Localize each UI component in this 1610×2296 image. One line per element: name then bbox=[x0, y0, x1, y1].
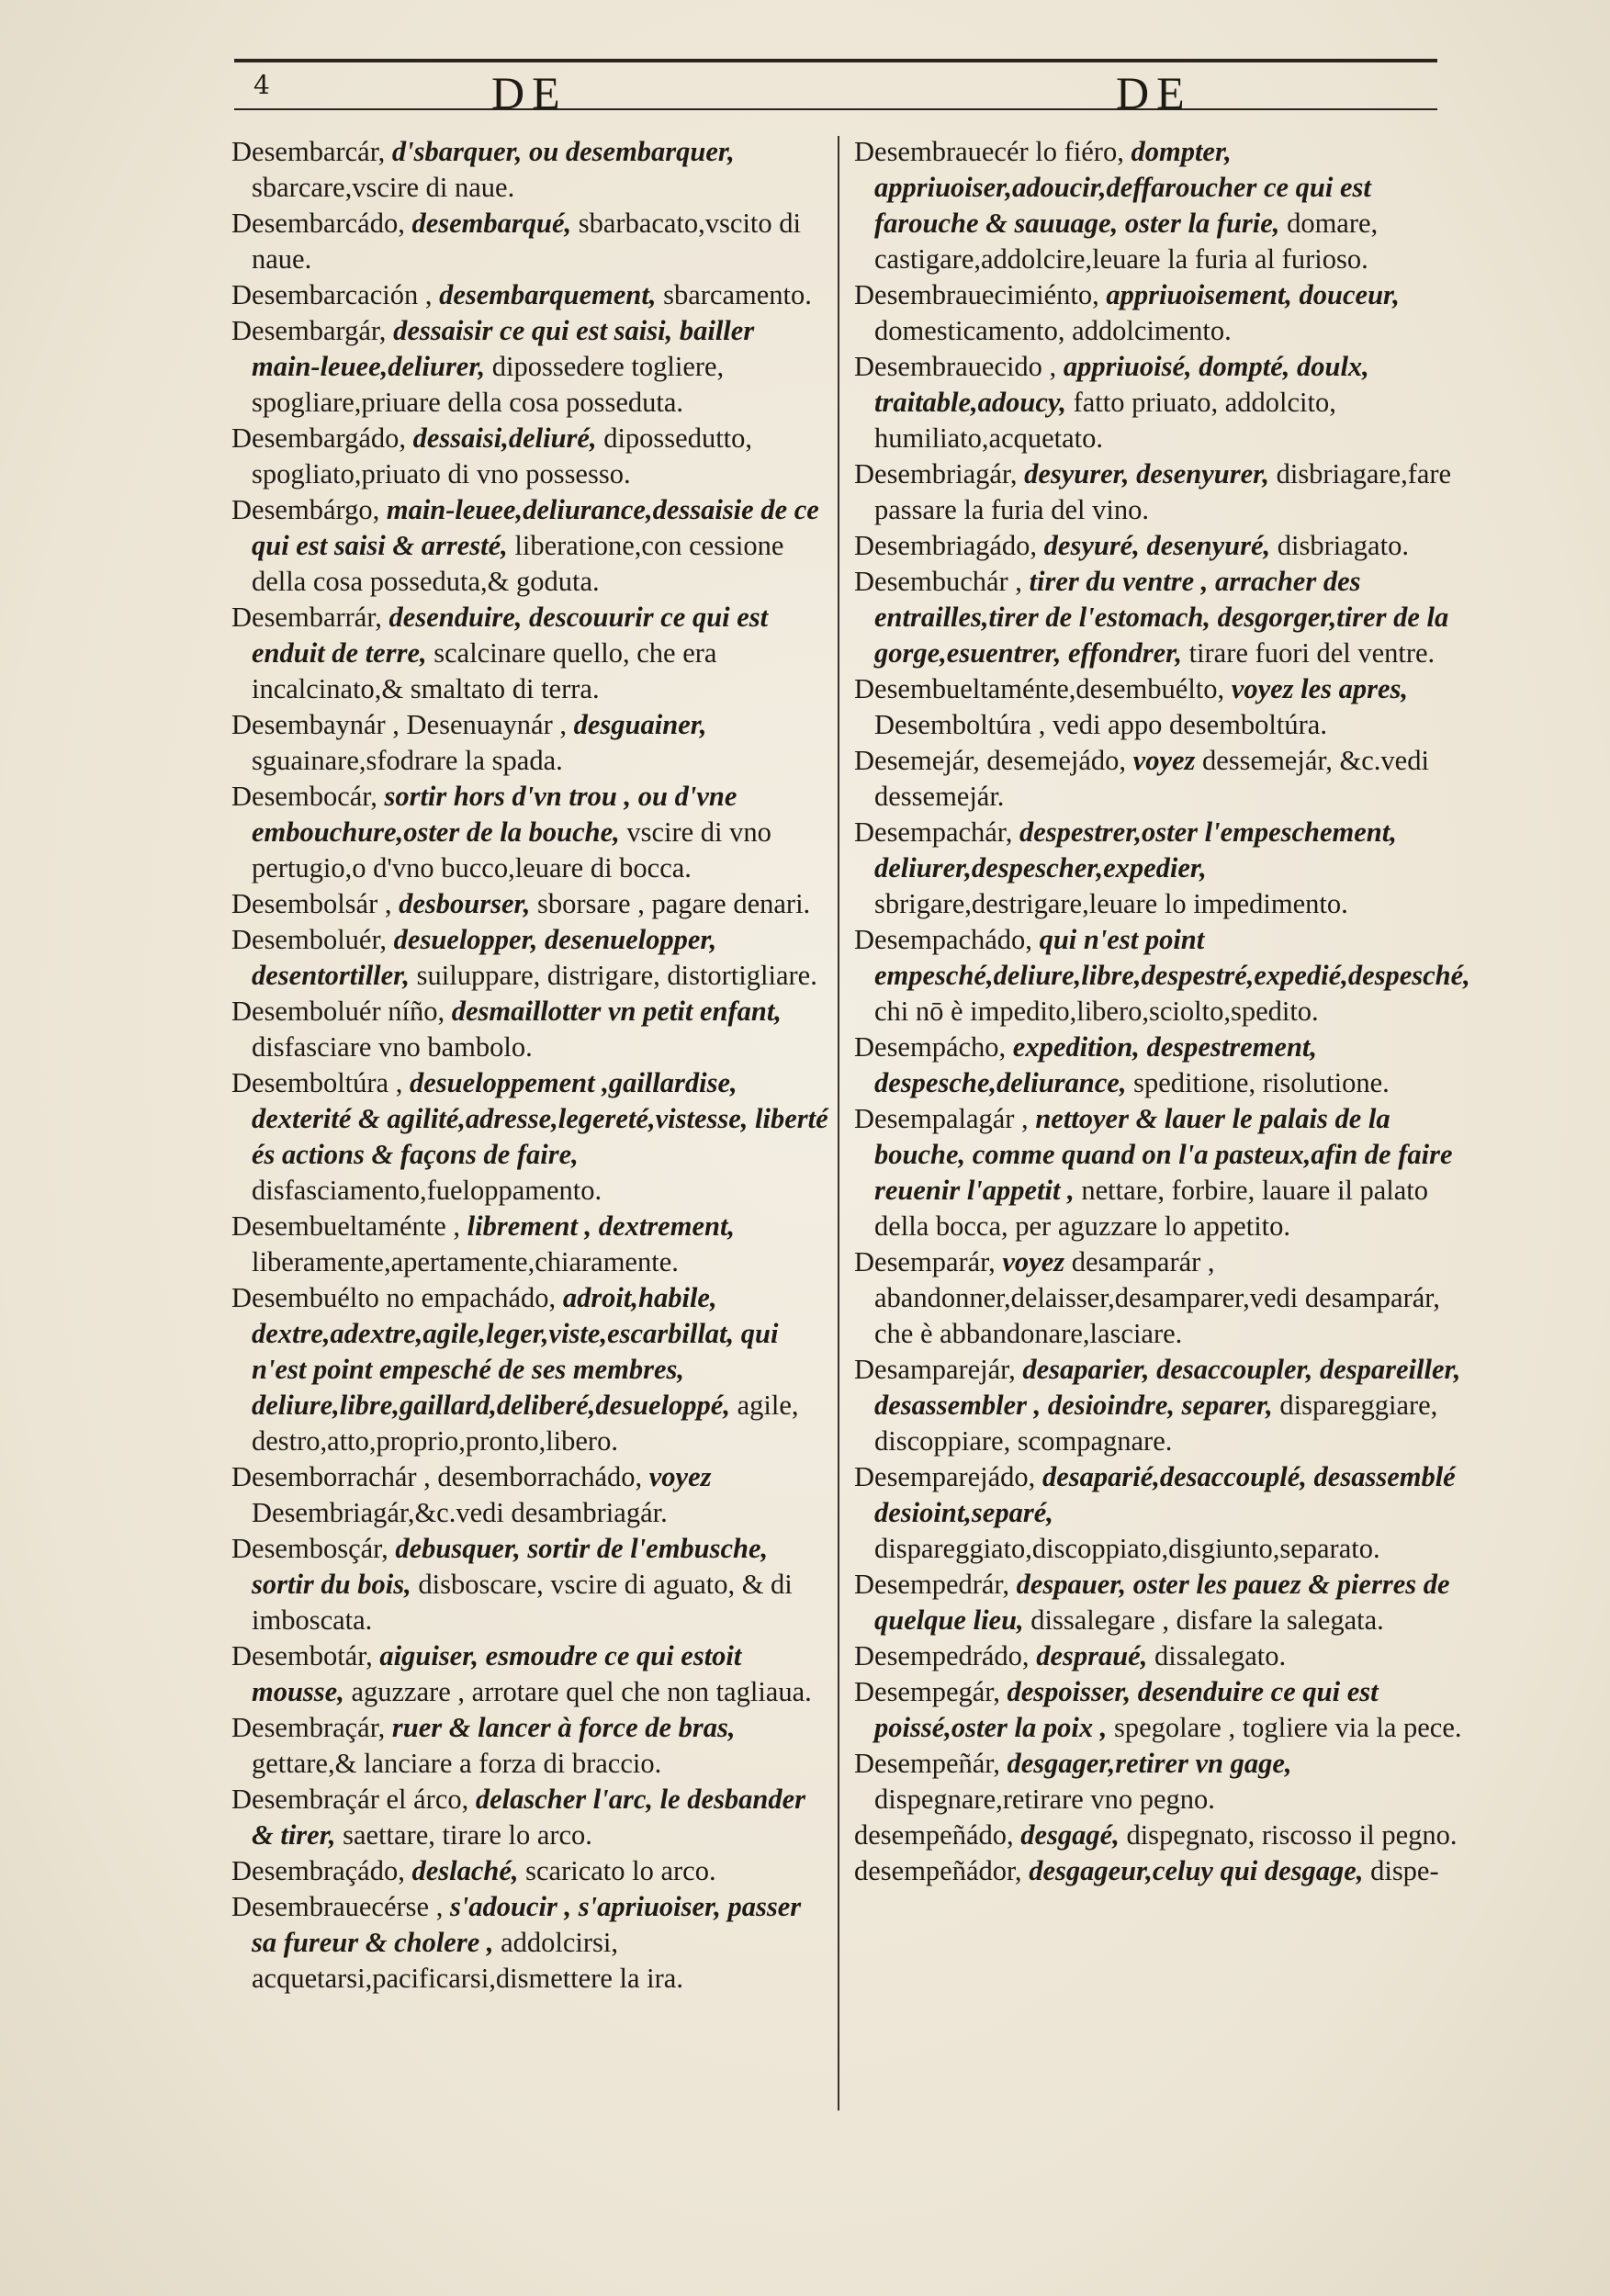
italian-gloss: liberamente,apertamente,chiaramente. bbox=[252, 1246, 679, 1277]
italian-gloss: sbarcamento. bbox=[663, 279, 812, 310]
italian-gloss: disboscare, vscire di aguato, & di imboscata. bbox=[252, 1569, 793, 1636]
french-gloss: desembarquement, bbox=[439, 279, 657, 310]
headword: Desembarcár, bbox=[231, 136, 386, 167]
headword: Desembrauecérse , bbox=[231, 1891, 444, 1922]
dictionary-entry bbox=[854, 1459, 1465, 1567]
dictionary-entry bbox=[231, 492, 828, 600]
italian-gloss: dispegnare,retirare vno pegno. bbox=[874, 1784, 1215, 1815]
italian-gloss: gettare,& lanciare a forza di braccio. bbox=[252, 1748, 662, 1779]
french-gloss: adroit,habile, dextre,adextre,agile,leger,viste,escarbillat, qui n'est point empesché de ses membres, deliure,libre,gaillard,deliberé,desueloppé, bbox=[252, 1282, 779, 1421]
italian-gloss: dessemejár, &c.vedi dessemejár. bbox=[874, 745, 1429, 812]
italian-gloss: disfasciamento,fueloppamento. bbox=[252, 1175, 602, 1206]
dictionary-entry bbox=[231, 1459, 828, 1531]
left-column bbox=[231, 134, 828, 1997]
french-gloss: desenduire, descouurir ce qui est enduit de terre, bbox=[252, 602, 769, 669]
french-gloss: desgageur,celuy qui desgage, bbox=[1029, 1855, 1364, 1886]
dictionary-entry bbox=[231, 1531, 828, 1638]
italian-gloss: dispareggiare, discoppiare, scompagnare. bbox=[874, 1390, 1438, 1457]
italian-gloss: sbarcare,vscire di naue. bbox=[252, 172, 515, 203]
headword: Desemparár, bbox=[854, 1246, 996, 1277]
dictionary-entry bbox=[854, 1674, 1465, 1746]
italian-gloss: domesticamento, addolcimento. bbox=[874, 315, 1232, 346]
running-head-left: DE bbox=[491, 67, 568, 118]
dictionary-entry bbox=[231, 994, 828, 1065]
french-gloss: voyez bbox=[1002, 1246, 1065, 1277]
headword: Desembuélto no empachádo, bbox=[231, 1282, 557, 1313]
headword: Desembraçádo, bbox=[231, 1855, 405, 1886]
italian-gloss: disbriagato. bbox=[1277, 530, 1409, 561]
french-gloss: despestrer,oster l'empeschement, deliurer,despescher,expedier, bbox=[874, 816, 1397, 884]
french-gloss: delascher l'arc, le desbander & tirer, bbox=[252, 1784, 806, 1851]
italian-gloss: suiluppare, distrigare, distortigliare. bbox=[416, 960, 817, 991]
headword: Desempegár, bbox=[854, 1676, 1000, 1707]
dictionary-entry bbox=[231, 1889, 828, 1997]
dictionary-entry bbox=[854, 815, 1465, 922]
italian-gloss: domare, castigare,addolcire,leuare la furia al furioso. bbox=[874, 208, 1379, 275]
french-gloss: desyuré, desenyuré, bbox=[1043, 530, 1271, 561]
dictionary-entry bbox=[854, 1746, 1465, 1818]
dictionary-entry bbox=[854, 564, 1465, 671]
dictionary-entry bbox=[854, 1638, 1465, 1674]
headword: Desemboluér níño, bbox=[231, 996, 445, 1027]
italian-gloss: dissalegato. bbox=[1154, 1640, 1287, 1671]
headword: Desempácho, bbox=[854, 1031, 1007, 1063]
headword: Desembuchár , bbox=[854, 566, 1022, 597]
french-gloss: voyez bbox=[648, 1461, 712, 1492]
french-gloss: voyez les apres, bbox=[1231, 673, 1409, 704]
italian-gloss: scaricato lo arco. bbox=[525, 1855, 716, 1886]
italian-gloss: dispegnato, riscosso il pegno. bbox=[1126, 1819, 1458, 1851]
headword: Desembraçár el árco, bbox=[231, 1784, 469, 1815]
dictionary-entry bbox=[231, 206, 828, 277]
french-gloss: nettoyer & lauer le palais de la bouche, comme quand on l'a pasteux,afin de faire reuenir l'appetit , bbox=[874, 1103, 1453, 1206]
dictionary-entry bbox=[854, 349, 1465, 456]
italian-gloss: dispareggiato,discoppiato,disgiunto,separato. bbox=[874, 1533, 1380, 1564]
french-gloss: desaparié,desaccouplé, desassemblé desioint,separé, bbox=[874, 1461, 1456, 1528]
dictionary-entry bbox=[854, 456, 1465, 528]
headword: Desempeñár, bbox=[854, 1748, 1000, 1779]
dictionary-entry bbox=[231, 1280, 828, 1459]
headword: Desembocár, bbox=[231, 781, 377, 812]
italian-gloss: spegolare , togliere via la pece. bbox=[1113, 1712, 1462, 1743]
dictionary-entry bbox=[854, 1567, 1465, 1638]
french-gloss: dompter, appriuoiser,adoucir,deffaroucher ce qui est farouche & sauuage, oster la furie, bbox=[874, 136, 1371, 239]
french-gloss: desgagé, bbox=[1020, 1819, 1120, 1851]
headword: Desembrauecido , bbox=[854, 351, 1057, 382]
dictionary-entry bbox=[854, 1853, 1465, 1889]
right-column bbox=[854, 134, 1470, 1889]
dictionary-entry bbox=[231, 707, 828, 779]
french-gloss: desbourser, bbox=[399, 888, 531, 919]
italian-gloss: sborsare , pagare denari. bbox=[536, 888, 811, 919]
headword: Desamparejár, bbox=[854, 1354, 1016, 1385]
headword: Desembrauecimiénto, bbox=[854, 279, 1099, 310]
dictionary-entry bbox=[231, 313, 828, 421]
dictionary-entry bbox=[854, 134, 1465, 277]
italian-gloss: fatto priuato, addolcito, humiliato,acquetato. bbox=[874, 387, 1336, 454]
french-gloss: desyurer, desenyurer, bbox=[1024, 458, 1269, 490]
dictionary-entry bbox=[854, 1101, 1465, 1244]
column-divider bbox=[838, 136, 839, 2110]
dictionary-entry bbox=[231, 1209, 828, 1280]
dictionary-entry bbox=[231, 886, 828, 922]
headword: Desemboluér, bbox=[231, 924, 388, 955]
french-gloss: dessaisir ce qui est saisi, bailler main-leuee,deliurer, bbox=[252, 315, 755, 382]
dictionary-entry bbox=[854, 1030, 1465, 1101]
italian-gloss: sbarbacato,vscito di naue. bbox=[252, 208, 801, 275]
dictionary-entry bbox=[854, 528, 1465, 564]
italian-gloss: disfasciare vno bambolo. bbox=[252, 1031, 533, 1063]
french-gloss: debusquer, sortir de l'embusche, sortir du bois, bbox=[252, 1533, 769, 1600]
italian-gloss: chi nō è impedito,libero,sciolto,spedito. bbox=[874, 996, 1319, 1027]
dictionary-entry bbox=[231, 1710, 828, 1782]
dictionary-entry bbox=[231, 922, 828, 994]
italian-gloss: Desemboltúra , vedi appo desemboltúra. bbox=[874, 709, 1327, 740]
dictionary-entry bbox=[231, 421, 828, 492]
running-head-right: DE bbox=[1116, 67, 1192, 118]
french-gloss: desguainer, bbox=[573, 709, 707, 740]
french-gloss: desembarqué, bbox=[411, 208, 572, 239]
headword: Desembarcación , bbox=[231, 279, 433, 310]
headword: Desembriagár, bbox=[854, 458, 1018, 490]
french-gloss: qui n'est point empesché,deliure,libre,despestré,expedié,despesché, bbox=[874, 924, 1470, 991]
italian-gloss: sguainare,sfodrare la spada. bbox=[252, 745, 563, 776]
italian-gloss: liberatione,con cessione della cosa posseduta,& goduta. bbox=[252, 530, 784, 597]
dictionary-entry bbox=[231, 1065, 828, 1209]
french-gloss: librement , dextrement, bbox=[467, 1210, 736, 1242]
headword: Desembraçár, bbox=[231, 1712, 386, 1743]
french-gloss: d'sbarquer, ou desembarquer, bbox=[391, 136, 735, 167]
headword: Desemboltúra , bbox=[231, 1067, 403, 1098]
french-gloss: s'adoucir , s'apriuoiser, passer sa fureur & cholere , bbox=[252, 1891, 802, 1958]
italian-gloss: agile, destro,atto,proprio,pronto,libero. bbox=[252, 1390, 799, 1457]
headword: Desembargádo, bbox=[231, 422, 406, 454]
headword: Desemparejádo, bbox=[854, 1461, 1036, 1492]
page-mark: 4 bbox=[253, 70, 270, 100]
french-gloss: appriuoisé, dompté, doulx, traitable,adoucy, bbox=[874, 351, 1369, 418]
headword: Desempedrár, bbox=[854, 1569, 1009, 1600]
italian-gloss: scalcinare quello, che era incalcinato,& smaltato di terra. bbox=[252, 637, 717, 704]
dictionary-entry bbox=[854, 743, 1465, 815]
headword: Desempachádo, bbox=[854, 924, 1032, 955]
italian-gloss: dipossedere togliere, spogliare,priuare della cosa posseduta. bbox=[252, 351, 725, 418]
header-rule bbox=[234, 59, 1437, 62]
dictionary-entry bbox=[231, 600, 828, 707]
headword: Desembárgo, bbox=[231, 494, 380, 525]
headword: Desembotár, bbox=[231, 1640, 373, 1671]
italian-gloss: sbrigare,destrigare,leuare lo impedimento. bbox=[874, 888, 1348, 919]
french-gloss: appriuoisement, douceur, bbox=[1106, 279, 1400, 310]
headword: Desemejár, desemejádo, bbox=[854, 745, 1127, 776]
french-gloss: despauer, oster les pauez & pierres de quelque lieu, bbox=[874, 1569, 1450, 1636]
headword: Desembarcádo, bbox=[231, 208, 405, 239]
italian-gloss: speditione, risolutione. bbox=[1133, 1067, 1390, 1098]
dictionary-entry bbox=[231, 1638, 828, 1710]
dictionary-entry bbox=[231, 1853, 828, 1889]
dictionary-entry bbox=[854, 1244, 1465, 1352]
french-gloss: aiguiser, esmoudre ce qui estoit mousse, bbox=[252, 1640, 742, 1707]
french-gloss: desgager,retirer vn gage, bbox=[1007, 1748, 1292, 1779]
italian-gloss: vscire di vno pertugio,o d'vno bucco,leuare di bocca. bbox=[252, 816, 771, 884]
dictionary-entry bbox=[231, 134, 828, 206]
french-gloss: sortir hors d'vn trou , ou d'vne embouchure,oster de la bouche, bbox=[252, 781, 737, 848]
french-gloss: voyez bbox=[1132, 745, 1196, 776]
french-gloss: desueloppement ,gaillardise, dexterité & agilité,adresse,legereté,vistesse, liberté és actions & façons de faire, bbox=[252, 1067, 828, 1170]
dictionary-entry bbox=[854, 671, 1465, 743]
italian-gloss: dissalegare , disfare la salegata. bbox=[1030, 1604, 1384, 1636]
french-gloss: dessaisi,deliuré, bbox=[412, 422, 597, 454]
headword: desempeñádor, bbox=[854, 1855, 1022, 1886]
french-gloss: tirer du ventre , arracher des entrailles,tirer de l'estomach, desgorger,tirer de la gorge,esuentrer, effondrer, bbox=[874, 566, 1449, 669]
italian-gloss: tirare fuori del ventre. bbox=[1188, 637, 1435, 669]
french-gloss: expedition, despestrement, despesche,deliurance, bbox=[874, 1031, 1318, 1098]
headword: Desembaynár , Desenuaynár , bbox=[231, 709, 568, 740]
dictionary-entry bbox=[231, 277, 828, 313]
italian-gloss: nettare, forbire, lauare il palato della bocca, per aguzzare lo appetito. bbox=[874, 1175, 1429, 1242]
headword: Desembolsár , bbox=[231, 888, 392, 919]
dictionary-entry bbox=[854, 1352, 1465, 1459]
dictionary-entry bbox=[231, 779, 828, 886]
italian-gloss: desamparár , abandonner,delaisser,desamparer,vedi desamparár, che è abbandonare,lasciare. bbox=[874, 1246, 1440, 1349]
headword: Desempedrádo, bbox=[854, 1640, 1030, 1671]
headword: Desembarrár, bbox=[231, 602, 382, 633]
italian-gloss: saettare, tirare lo arco. bbox=[343, 1819, 592, 1851]
headword: Desembosçár, bbox=[231, 1533, 388, 1564]
italian-gloss: dispe- bbox=[1370, 1855, 1439, 1886]
headword: Desembriagádo, bbox=[854, 530, 1038, 561]
dictionary-entry bbox=[231, 1782, 828, 1853]
italian-gloss: addolcirsi, acquetarsi,pacificarsi,dismettere la ira. bbox=[252, 1927, 683, 1994]
dictionary-entry bbox=[854, 277, 1465, 349]
headword: Desemborrachár , desemborrachádo, bbox=[231, 1461, 643, 1492]
headword: Desembrauecér lo fiéro, bbox=[854, 136, 1124, 167]
french-gloss: desmaillotter vn petit enfant, bbox=[451, 996, 782, 1027]
dictionary-entry bbox=[854, 1818, 1465, 1853]
header-rule-lower bbox=[234, 108, 1437, 110]
french-gloss: despraué, bbox=[1036, 1640, 1148, 1671]
italian-gloss: dipossedutto, spogliato,priuato di vno possesso. bbox=[252, 422, 753, 490]
french-gloss: desaparier, desaccoupler, despareiller, desassembler , desioindre, separer, bbox=[874, 1354, 1461, 1421]
french-gloss: deslaché, bbox=[411, 1855, 519, 1886]
french-gloss: desuelopper, desenuelopper, desentortiller, bbox=[252, 924, 717, 991]
dictionary-entry bbox=[854, 922, 1470, 1030]
italian-gloss: aguzzare , arrotare quel che non tagliaua. bbox=[351, 1676, 812, 1707]
headword: Desembueltaménte,desembuélto, bbox=[854, 673, 1225, 704]
italian-gloss: Desembriagár,&c.vedi desambriagár. bbox=[252, 1497, 668, 1528]
headword: Desembueltaménte , bbox=[231, 1210, 460, 1242]
headword: Desempachár, bbox=[854, 816, 1013, 848]
headword: Desembargár, bbox=[231, 315, 387, 346]
french-gloss: main-leuee,deliurance,dessaisie de ce qui est saisi & arresté, bbox=[252, 494, 819, 561]
french-gloss: ruer & lancer à force de bras, bbox=[391, 1712, 736, 1743]
headword: desempeñádo, bbox=[854, 1819, 1014, 1851]
french-gloss: despoisser, desenduire ce qui est poissé,oster la poix , bbox=[874, 1676, 1379, 1743]
headword: Desempalagár , bbox=[854, 1103, 1029, 1134]
italian-gloss: disbriagare,fare passare la furia del vino. bbox=[874, 458, 1452, 525]
